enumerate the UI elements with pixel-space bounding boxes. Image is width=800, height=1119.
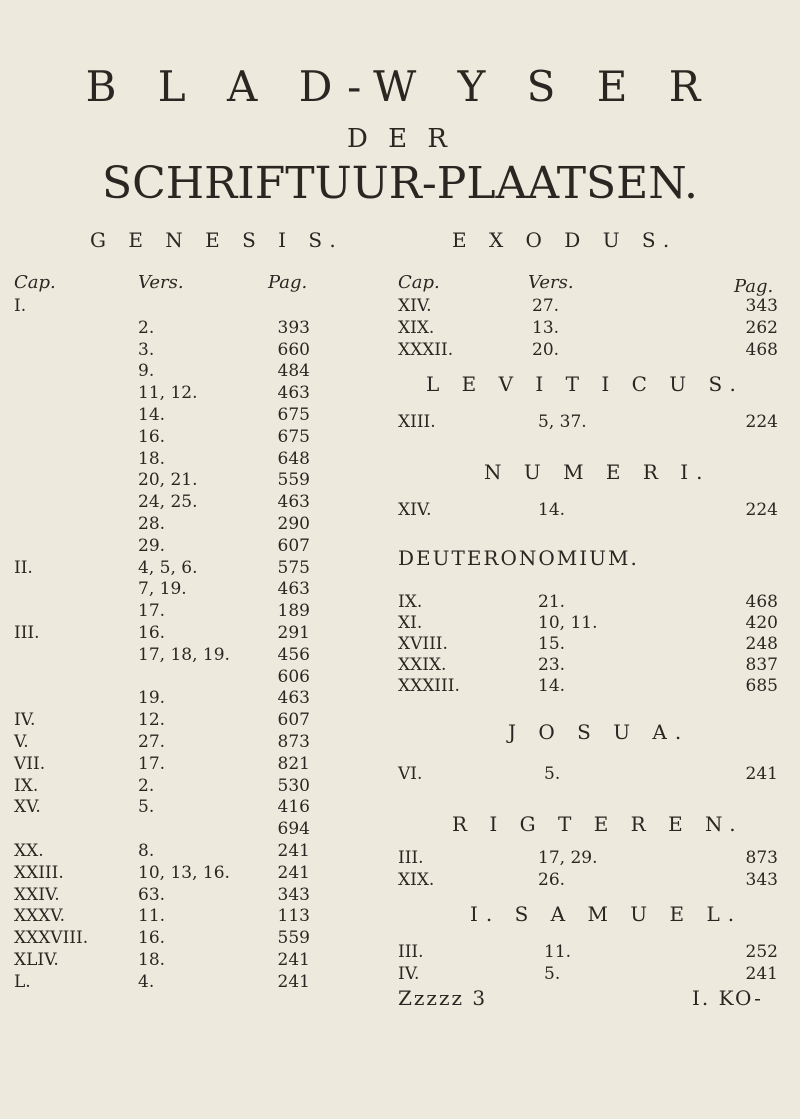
table-row bbox=[398, 870, 778, 891]
table-row bbox=[14, 449, 314, 470]
table-row bbox=[14, 688, 314, 709]
cell-cap: IV. bbox=[14, 710, 36, 731]
cell-cap: XIV. bbox=[398, 500, 432, 520]
cell-vers: 13. bbox=[532, 318, 560, 338]
cell-pag: 416 bbox=[277, 797, 310, 818]
cell-vers: 26. bbox=[538, 870, 566, 890]
cell-cap: XIII. bbox=[398, 412, 436, 432]
cell-vers: 21. bbox=[538, 592, 566, 612]
cell-vers: 10, 11. bbox=[538, 613, 598, 633]
cell-cap: V. bbox=[14, 732, 29, 752]
cell-vers: 2. bbox=[138, 317, 155, 338]
table-row bbox=[14, 797, 314, 818]
cell-cap: XIX. bbox=[398, 318, 435, 338]
cell-cap: II. bbox=[14, 557, 33, 578]
exodus-col-cap: Cap. bbox=[398, 272, 440, 293]
cell-pag: 343 bbox=[277, 884, 310, 905]
table-row bbox=[14, 841, 314, 862]
table-row bbox=[14, 318, 314, 339]
book-leviticus-heading: L E V I T I C U S. bbox=[426, 372, 744, 396]
cell-pag: 468 bbox=[745, 340, 778, 360]
book-rigteren-heading: R I G T E R E N. bbox=[452, 812, 744, 836]
cell-pag: 241 bbox=[277, 862, 310, 883]
cell-cap: VI. bbox=[398, 764, 423, 784]
table-row bbox=[398, 676, 778, 697]
table-row bbox=[14, 514, 314, 535]
cell-pag: 607 bbox=[277, 535, 310, 556]
cell-pag: 463 bbox=[277, 492, 310, 513]
cell-vers: 14. bbox=[538, 676, 566, 696]
table-row bbox=[14, 405, 314, 426]
cell-pag: 393 bbox=[277, 317, 310, 338]
table-row bbox=[14, 361, 314, 382]
cell-cap: XXIII. bbox=[14, 862, 64, 883]
cell-cap: III. bbox=[14, 623, 40, 643]
page-subtitle: SCHRIFTUUR-PLAATSEN. bbox=[102, 158, 698, 209]
table-row bbox=[398, 296, 778, 317]
cell-pag: 456 bbox=[277, 644, 310, 665]
book-josua-heading: J O S U A. bbox=[508, 720, 690, 744]
cell-vers: 18. bbox=[138, 448, 166, 469]
cell-cap: XXIX. bbox=[398, 655, 447, 675]
cell-pag: 607 bbox=[277, 710, 310, 731]
cell-pag: 241 bbox=[277, 841, 310, 861]
cell-cap: XXXV. bbox=[14, 906, 66, 927]
cell-cap: XXXII. bbox=[398, 340, 454, 360]
cell-vers: 5. bbox=[544, 964, 561, 984]
cell-cap: XX. bbox=[14, 841, 44, 861]
cell-cap: XXIV. bbox=[14, 884, 60, 905]
cell-pag: 675 bbox=[277, 405, 310, 425]
cell-vers: 14. bbox=[138, 405, 166, 425]
cell-vers: 16. bbox=[138, 426, 166, 447]
cell-pag: 224 bbox=[745, 500, 778, 520]
cell-vers: 11. bbox=[138, 906, 166, 927]
table-row bbox=[14, 427, 314, 448]
table-row bbox=[398, 592, 778, 613]
cell-pag: 291 bbox=[277, 623, 310, 643]
cell-pag: 463 bbox=[277, 383, 310, 404]
cell-pag: 189 bbox=[277, 601, 310, 622]
page-title: B L A D-W Y S E R bbox=[85, 62, 715, 111]
cell-cap: VII. bbox=[14, 753, 46, 774]
cell-pag: 463 bbox=[277, 579, 310, 600]
cell-vers: 4. bbox=[138, 971, 155, 992]
josua-table bbox=[398, 764, 778, 788]
cell-pag: 606 bbox=[277, 666, 310, 687]
cell-vers: 20, 21. bbox=[138, 470, 198, 491]
cell-vers: 16. bbox=[138, 928, 166, 949]
page-title-der: D E R bbox=[347, 124, 453, 154]
cell-vers: 7, 19. bbox=[138, 579, 187, 600]
cell-pag: 685 bbox=[745, 676, 778, 696]
cell-vers: 63. bbox=[138, 884, 166, 905]
table-row bbox=[14, 754, 314, 775]
cell-pag: 660 bbox=[277, 339, 310, 360]
cell-vers: 15. bbox=[538, 634, 566, 654]
cell-pag: 530 bbox=[277, 775, 310, 796]
catchword: I. KO- bbox=[692, 986, 763, 1010]
table-row bbox=[14, 579, 314, 600]
book-numeri-heading: N U M E R I. bbox=[484, 460, 711, 484]
table-row bbox=[14, 885, 314, 906]
cell-vers: 3. bbox=[138, 339, 155, 360]
cell-pag: 463 bbox=[277, 688, 310, 709]
book-deuteronomium-heading: DEUTERONOMIUM. bbox=[398, 546, 639, 570]
cell-vers: 8. bbox=[138, 841, 155, 861]
table-row bbox=[14, 645, 314, 666]
table-row bbox=[14, 972, 314, 993]
cell-cap: XV. bbox=[14, 797, 41, 818]
table-row bbox=[14, 667, 314, 688]
table-row bbox=[14, 950, 314, 971]
book-genesis-heading: G E N E S I S. bbox=[90, 228, 344, 252]
cell-vers: 14. bbox=[538, 500, 566, 520]
cell-cap: XVIII. bbox=[398, 634, 448, 654]
table-row bbox=[398, 942, 778, 963]
genesis-col-cap: Cap. bbox=[14, 272, 56, 293]
table-row bbox=[398, 964, 778, 985]
table-row bbox=[14, 776, 314, 797]
table-row bbox=[14, 906, 314, 927]
table-row bbox=[14, 863, 314, 884]
cell-vers: 5, 37. bbox=[538, 412, 587, 432]
cell-pag: 343 bbox=[745, 870, 778, 890]
cell-vers: 11. bbox=[544, 942, 572, 962]
cell-pag: 575 bbox=[277, 557, 310, 578]
cell-pag: 252 bbox=[745, 942, 778, 962]
cell-vers: 23. bbox=[538, 655, 566, 675]
cell-pag: 420 bbox=[745, 613, 778, 633]
numeri-table bbox=[398, 500, 778, 524]
signature-mark: Zzzzz 3 bbox=[398, 986, 488, 1010]
cell-cap: III. bbox=[398, 848, 424, 868]
table-row bbox=[398, 764, 778, 785]
cell-vers: 28. bbox=[138, 514, 166, 534]
cell-pag: 648 bbox=[277, 448, 310, 469]
cell-vers: 11, 12. bbox=[138, 383, 198, 404]
book-exodus-heading: E X O D U S. bbox=[452, 228, 678, 252]
cell-vers: 17. bbox=[138, 753, 166, 774]
cell-cap: XXXVIII. bbox=[14, 928, 89, 949]
cell-cap: IX. bbox=[398, 592, 423, 612]
deuteronomium-table bbox=[398, 592, 778, 702]
cell-cap: XIX. bbox=[398, 870, 435, 890]
table-row bbox=[14, 296, 314, 317]
cell-pag: 241 bbox=[277, 950, 310, 970]
table-row bbox=[14, 710, 314, 731]
cell-vers: 24, 25. bbox=[138, 492, 198, 513]
table-row bbox=[14, 623, 314, 644]
cell-vers: 10, 13, 16. bbox=[138, 862, 230, 883]
table-row bbox=[398, 613, 778, 634]
cell-pag: 675 bbox=[277, 426, 310, 447]
genesis-col-pag: Pag. bbox=[268, 272, 308, 293]
table-row bbox=[398, 318, 778, 339]
cell-pag: 821 bbox=[277, 753, 310, 774]
exodus-table bbox=[398, 296, 778, 366]
cell-cap: I. bbox=[14, 296, 27, 316]
cell-cap: III. bbox=[398, 942, 424, 962]
cell-cap: XLIV. bbox=[14, 950, 59, 970]
leviticus-table bbox=[398, 412, 778, 436]
cell-vers: 27. bbox=[532, 296, 560, 316]
cell-vers: 5. bbox=[544, 764, 561, 784]
book-samuel-heading: I. S A M U E L. bbox=[470, 902, 743, 926]
table-row bbox=[14, 470, 314, 491]
cell-pag: 262 bbox=[745, 318, 778, 338]
cell-cap: XI. bbox=[398, 613, 423, 633]
cell-vers: 12. bbox=[138, 710, 166, 731]
table-row bbox=[398, 634, 778, 655]
cell-vers: 9. bbox=[138, 361, 155, 382]
table-row bbox=[14, 558, 314, 579]
cell-cap: IX. bbox=[14, 775, 39, 796]
cell-vers: 2. bbox=[138, 775, 155, 796]
table-row bbox=[398, 412, 778, 433]
samuel-table bbox=[398, 942, 778, 988]
cell-vers: 5. bbox=[138, 797, 155, 818]
table-row bbox=[14, 492, 314, 513]
cell-pag: 343 bbox=[745, 296, 778, 316]
cell-vers: 19. bbox=[138, 688, 166, 709]
table-row bbox=[14, 601, 314, 622]
table-row bbox=[398, 340, 778, 361]
exodus-col-pag: Pag. bbox=[734, 276, 774, 297]
cell-vers: 4, 5, 6. bbox=[138, 557, 198, 578]
cell-pag: 694 bbox=[277, 819, 310, 840]
table-row bbox=[398, 655, 778, 676]
cell-pag: 468 bbox=[745, 592, 778, 612]
table-row bbox=[14, 383, 314, 404]
cell-pag: 484 bbox=[277, 361, 310, 382]
cell-vers: 27. bbox=[138, 732, 166, 752]
table-row bbox=[14, 536, 314, 557]
cell-pag: 559 bbox=[277, 470, 310, 491]
cell-pag: 241 bbox=[745, 964, 778, 984]
table-row bbox=[398, 848, 778, 869]
cell-cap: XIV. bbox=[398, 296, 432, 316]
cell-pag: 873 bbox=[277, 732, 310, 752]
cell-pag: 113 bbox=[277, 906, 310, 927]
genesis-col-vers: Vers. bbox=[138, 272, 184, 293]
rigteren-table bbox=[398, 848, 778, 894]
cell-cap: L. bbox=[14, 971, 31, 992]
genesis-table bbox=[14, 296, 314, 996]
cell-pag: 241 bbox=[277, 971, 310, 992]
cell-vers: 17. bbox=[138, 601, 166, 622]
cell-pag: 241 bbox=[745, 764, 778, 784]
cell-pag: 837 bbox=[745, 655, 778, 675]
cell-vers: 29. bbox=[138, 535, 166, 556]
cell-vers: 16. bbox=[138, 623, 166, 643]
exodus-col-vers: Vers. bbox=[528, 272, 574, 293]
table-row bbox=[14, 819, 314, 840]
table-row bbox=[14, 928, 314, 949]
cell-pag: 290 bbox=[277, 514, 310, 534]
cell-cap: XXXIII. bbox=[398, 676, 460, 696]
cell-pag: 559 bbox=[277, 928, 310, 949]
cell-vers: 17, 18, 19. bbox=[138, 644, 230, 665]
cell-vers: 17, 29. bbox=[538, 848, 598, 868]
cell-pag: 224 bbox=[745, 412, 778, 432]
cell-vers: 20. bbox=[532, 340, 560, 360]
table-row bbox=[14, 340, 314, 361]
table-row bbox=[14, 732, 314, 753]
table-row bbox=[398, 500, 778, 521]
cell-vers: 18. bbox=[138, 950, 166, 970]
cell-pag: 873 bbox=[745, 848, 778, 868]
cell-cap: IV. bbox=[398, 964, 420, 984]
cell-pag: 248 bbox=[745, 634, 778, 654]
